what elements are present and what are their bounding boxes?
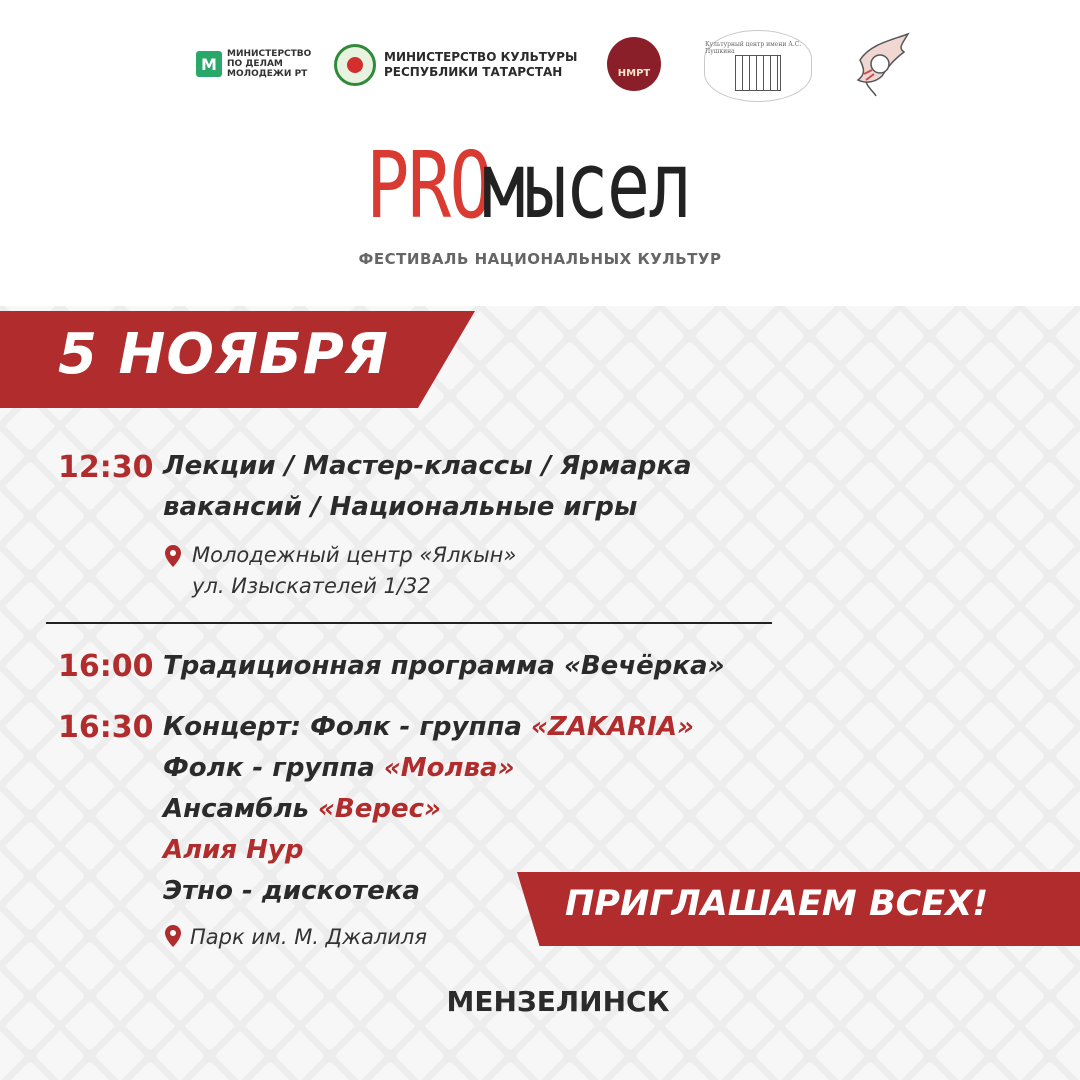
- festival-subtitle: ФЕСТИВАЛЬ НАЦИОНАЛЬНЫХ КУЛЬТУР: [358, 250, 722, 268]
- pushkin-center-logo: [704, 30, 812, 102]
- event-location-1-line2: ул. Изыскателей 1/32: [192, 574, 431, 598]
- lineup-highlight: «Верес»: [317, 794, 441, 824]
- lineup-text: Ансамбль: [163, 794, 318, 824]
- event-location-3: Парк им. М. Джалиля: [190, 925, 427, 949]
- lineup-item: [163, 748, 694, 789]
- event-title-1-line2: вакансий / Национальные игры: [163, 492, 638, 522]
- pushkin-center-text: Культурный центр имени А.С. Пушкина: [705, 41, 802, 55]
- bird-icon: [852, 30, 916, 98]
- event-time-1: 12:30: [58, 450, 154, 485]
- lineup-text: Фолк - группа: [163, 753, 384, 783]
- lineup-text: Концерт: Фолк - группа: [163, 712, 532, 742]
- youth-ministry-text: МИНИСТЕРСТВО ПО ДЕЛАМ МОЛОДЕЖИ РТ: [227, 49, 312, 79]
- lineup-highlight: «ZAKARIA»: [531, 712, 694, 742]
- festival-logo: [0, 132, 1080, 239]
- event-title-1-line1: Лекции / Мастер-классы / Ярмарка: [163, 451, 692, 481]
- pushkin-center-emblem: [704, 30, 812, 102]
- building-icon: [735, 55, 781, 91]
- lineup-item: [163, 789, 694, 830]
- lineup-item: Этно - дискотека: [163, 876, 420, 906]
- event-time-3: 16:30: [58, 710, 154, 745]
- nmrt-emblem: НМРТ: [607, 37, 661, 91]
- event-time-2: 16:00: [58, 649, 154, 684]
- partner-logos: [0, 34, 1080, 104]
- event-date: 5 НОЯБРЯ: [58, 322, 389, 387]
- youth-ministry-mark: М: [196, 51, 222, 77]
- youth-ministry-logo: [196, 49, 311, 79]
- section-divider: [46, 622, 772, 624]
- event-location-1-line1: Молодежный центр «Ялкын»: [192, 543, 517, 567]
- culture-ministry-text: МИНИСТЕРСТВО КУЛЬТУРЫ РЕСПУБЛИКИ ТАТАРСТАН: [384, 50, 578, 79]
- culture-ministry-logo: [334, 44, 577, 86]
- location-pin-icon: [165, 545, 181, 567]
- nmrt-logo: [607, 37, 661, 91]
- event-location-1: [192, 540, 516, 602]
- brand-pro: PRO: [366, 132, 492, 239]
- brand-mysel: мысел: [481, 132, 690, 239]
- lineup-item: Алия Нур: [163, 835, 304, 865]
- event-title-2: Традиционная программа «Вечёрка»: [163, 651, 725, 681]
- bird-logo: [852, 30, 916, 98]
- invite-text: ПРИГЛАШАЕМ ВСЕХ!: [565, 884, 989, 924]
- lineup-highlight: «Молва»: [383, 753, 515, 783]
- event-title-1: [163, 446, 692, 528]
- tatarstan-emblem-icon: [334, 44, 376, 86]
- city-name: МЕНЗЕЛИНСК: [446, 985, 670, 1018]
- ornament-background: [0, 306, 1080, 1080]
- location-pin-icon: [165, 925, 181, 947]
- lineup-item: [163, 707, 694, 748]
